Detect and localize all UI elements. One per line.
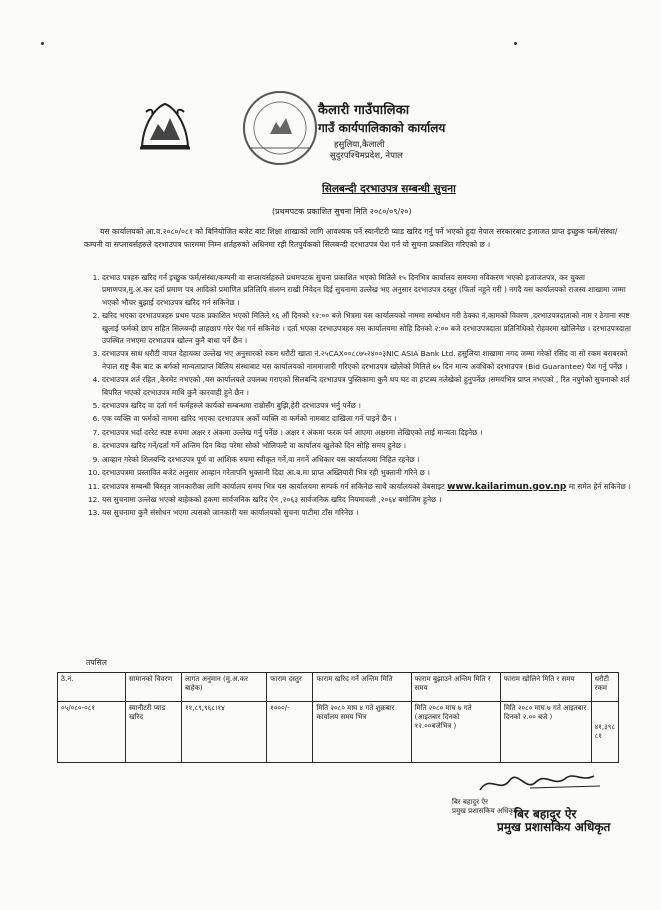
condition-item: 12. यस सुचनामा उल्लेख भएको बाहेकको हकमा सार्वजनिक खरिद ऐन ,२०६३ सार्वजनिक खरिद नियमावली ,२०६४ बमोजिम हुनेछ । <box>102 494 637 506</box>
table-header-cell: फाराम दस्तुर <box>267 673 313 702</box>
condition-item: 13. यस सुचनामा कुनै संसोधन भएमा त्यसको जानकारी यस कार्यालयको सुचना पाटीमा टाँस गरिनेछ । <box>102 507 637 519</box>
condition-item: 9. आव्हान गरेको शिलबन्दि दरभाउपत्र पूर्ण वा आंशिक रुपमा स्वीकृत गर्ने,वा नगर्ने अधिकार यस कार्यालयमा निहित रहनेछ । <box>102 454 637 466</box>
table-cell: मिति २०८० माघ ७ गते (आइतबार दिनको १२.००बजेभित्र ) <box>411 702 500 763</box>
scan-speck <box>514 42 517 45</box>
notice-title: सिलबन्दी दरभाउपत्र सम्बन्धी सुचना <box>322 183 456 195</box>
table-header-cell: फाराम खोलिने मिति र समय <box>500 673 591 702</box>
signature-title-small: प्रमुख प्रशासकिय अधिकृत <box>452 807 518 815</box>
office-address: हसुलिया,कैलाली <box>334 140 385 150</box>
condition-item: 2. खरिद भएका दरभाउपत्रहरु प्रथम पटक प्रकाशित भएको मितिले १६ औं दिनको १२:०० बजे भित्रमा यस कार्यालयको नाममा सम्बोधन गरी ठेक्का नं,कामको विवरण ,दरभाउपत्रदाताको नाम र ठेगाना स्पष्ट खुलाई फर्मको छाप सहित सिलबन्दी लाहछाप गरेर पेश गर्न सकिनेछ । दर्ता भएका दरभाउपत्रहरु यस कार्यालयमा सोहि दिनको २:०० बजे दरभाउपत्रदाता प्रतिनिधिको रोहवरमा खोलिनेछ । दरभाउपत्रदाता उपस्थित नभएमा दरभाउपत्र खोल्न कुनै बाधा पर्ने छैन । <box>102 310 637 347</box>
condition-item: 6. एक व्यक्ति वा फर्मको नाममा खरिद भएका दरभाउपत्र अर्को व्यक्ति वा फर्मको नामबाट दाखिला गर्न पाइने छैन । <box>102 413 637 425</box>
condition-item-text: दरभाउपत्र सम्बन्धी बिस्तृत जानकारीका लागि कार्यालय समय भित्र यस कार्यालयमा सम्पर्क गर्न सकिनेछ साथै कार्यालयको वेबसाइट <box>102 481 445 491</box>
signature-name-small: बिर बहादुर ऐर <box>452 798 488 806</box>
website-link[interactable]: www.kailarimun.gov.np <box>447 481 567 492</box>
table-cell: मिति २०८० माघ ४ गते शुक्रबार कार्यालय समय भित्र <box>313 702 411 763</box>
table-header-cell: फाराम बुझाउने अन्तिम मिति र समय <box>411 673 500 702</box>
municipality-name: कैलारी गाउँपालिका <box>318 103 410 118</box>
table-row <box>58 702 619 763</box>
notice-intro: यस कार्यालयको आ.व.२०८०/०८१ को बिनियोजित बजेट बाट शिक्षा शाखाको लागि आवश्यक पर्ने स्यानीटरी प्याड खरिद गर्नु पर्ने भएको हुदा नेपाल सरकारबाट इजाजत प्राप्त इच्छुक फर्म/संस्था/कम्पनी वा सप्लायर्सहरुले दरभाउपत्र फारममा निम्न शर्तहरुको अधिनमा रही रितपुर्वकको सिलबन्दी दरभाउपत्र पेश गर्न यो सुचना प्रकाशित गरिएको छ । <box>84 227 618 249</box>
table-header-cell: सामानको विवरण <box>125 673 181 702</box>
condition-item: 1. दरभाउ पत्रहरु खरिद गर्न इच्छुक फर्म/संस्था/कम्पनी वा सप्लायर्सहरुले प्रथमपटक सुचना प्रकाशित भएको मितिले १५ दिनभित्र कार्यालय समयमा नविकरण भएको इजाजतपत्र, कर चुक्ता प्रमाणपत्र,मु.अ.कर दर्ता प्रमाण पत्र आदिको प्रमाणित प्रतिलिपि संलग्न राखी निवेदन दिई सुचनामा उल्लेख भए अनुसार दरभाउपत्र दस्तुर (फिर्ता नहुने गरी ) नगदै यस कार्यालयको राजस्व शाखामा जम्मा भएको भौचर बुझाई दरभाउपत्र खरिद गर्न सकिनेछ । <box>102 272 637 309</box>
table-header-cell: धरौटी रकम <box>591 673 618 702</box>
condition-item: 10. दरभाउपत्रमा प्रस्तावित बजेट अनुसार आव्हान गरेतापनि भुक्तानी दिदा आ.ब.मा प्राप्त अख्तियारी भित्र रही भुक्तानी गरिने छ । <box>102 467 637 479</box>
table-cell: स्यानीटरी प्याड खरिद <box>125 702 181 763</box>
conditions-list <box>84 272 637 521</box>
table-cell: १०००/- <box>267 702 313 763</box>
office-province: सुदुरपश्चिमप्रदेश, नेपाल <box>330 151 403 161</box>
notice-subtitle: (प्रथमपटक प्रकाशित सुचना मिति २०८०/०९/२०) <box>272 207 412 216</box>
table-cell: ४१,३९८ ८१ <box>591 702 618 763</box>
condition-item: 5. दरभाउपत्र खरिद वा दर्ता गर्न फर्महरुले कार्यको सम्बन्धमा राम्रोसँग बुझि,हेरी दरभाउपत्र भर्नु पर्नेछ । <box>102 400 637 412</box>
office-header <box>318 100 618 161</box>
table-header-cell: ठे.नं. <box>58 673 126 702</box>
condition-item: 3. दरभाउपत्र साथ धरौटी वापत देहायका उल्लेख भए अनुसारको रकम धरौटी खाता नं.२५CAX००८८७५२४००३NIC ASIA Bank Ltd. हसुलिया शाखामा नगद जम्मा गरेको रसिद वा सो रकम बराबरको नेपाल राष्ट्र बैंक बाट क बर्गको मान्यताप्राप्त बिलिय संस्थाबाट यस कार्यालयको नाममाजारी गरिएको दरभाउपत्र खोलेको मितिले ७५ दिन मान्य अवधिको दरभाउपत्र (Bid Guarantee) पेश गर्नु पर्नेछ । <box>102 348 637 373</box>
scan-speck <box>41 42 44 45</box>
condition-item: 8. दरभाउपत्र खरिद गर्ने/दर्ता गर्ने अन्तिम दिन बिदा परेमा सोको भोलिपल्टै वा कार्यालय खुलेको दिन सोहि समय हुनेछ । <box>102 440 637 452</box>
table-header-cell: लागत अनुमान (मु.अ.कर बाहेक) <box>181 673 266 702</box>
office-name: गाउँ कार्यपालिकाको कार्यालय <box>318 121 446 135</box>
nepal-emblem-icon <box>136 100 194 152</box>
condition-item: 7. दरभाउपत्र भर्दा दररेट स्पष्ट रुपमा अक्षर र अंकमा उल्लेख गर्नु पर्नेछ । अक्षर र अंकमा फरक पर्न आएमा अक्षरमा लेखिएको लाई मान्यता दिइनेछ । <box>102 427 637 439</box>
schedule-tag: तपसिल <box>86 658 107 667</box>
condition-item: 4. दरभाउपत्र शर्त रहित ,केरमेट नभएको ,यस कार्यालयले उपलब्ध गराएको सिलबन्दि दरभाउपत्र पुस्तिकामा कुनै थप घट वा हप्टब्य नलेखेको हुनुपर्नेछ ।समयभित्र प्राप्त नभएको , रित नपुगेको सुचनाको शर्त बिपरित भएको दरभाउपत्र माथि कुनै कारवाही हुने छैन । <box>102 374 637 399</box>
table-cell: ०५/०८०-०८१ <box>58 702 126 763</box>
condition-item <box>102 481 637 493</box>
office-stamp-icon <box>240 88 320 168</box>
table-header-row <box>58 673 619 702</box>
bid-details-table <box>57 672 619 763</box>
table-header-cell: फाराम खरिद गर्ने अन्तिम मिति <box>313 673 411 702</box>
table-cell: मिति २०८० माघ ७ गते आइतबार दिनको २.०० बजे ) <box>500 702 591 763</box>
signature-mark-icon <box>470 768 610 796</box>
signature-stamp-designation: प्रमुख प्रशासकिय अधिकृत <box>497 820 611 834</box>
signature-stamp-name: बिर बहादुर ऐर <box>514 807 577 821</box>
website-suffix: मा समेत हेर्न सकिनेछ । <box>568 481 631 491</box>
signature-text <box>452 798 518 816</box>
table-cell: ११,८९,९६८।१४ <box>181 702 266 763</box>
